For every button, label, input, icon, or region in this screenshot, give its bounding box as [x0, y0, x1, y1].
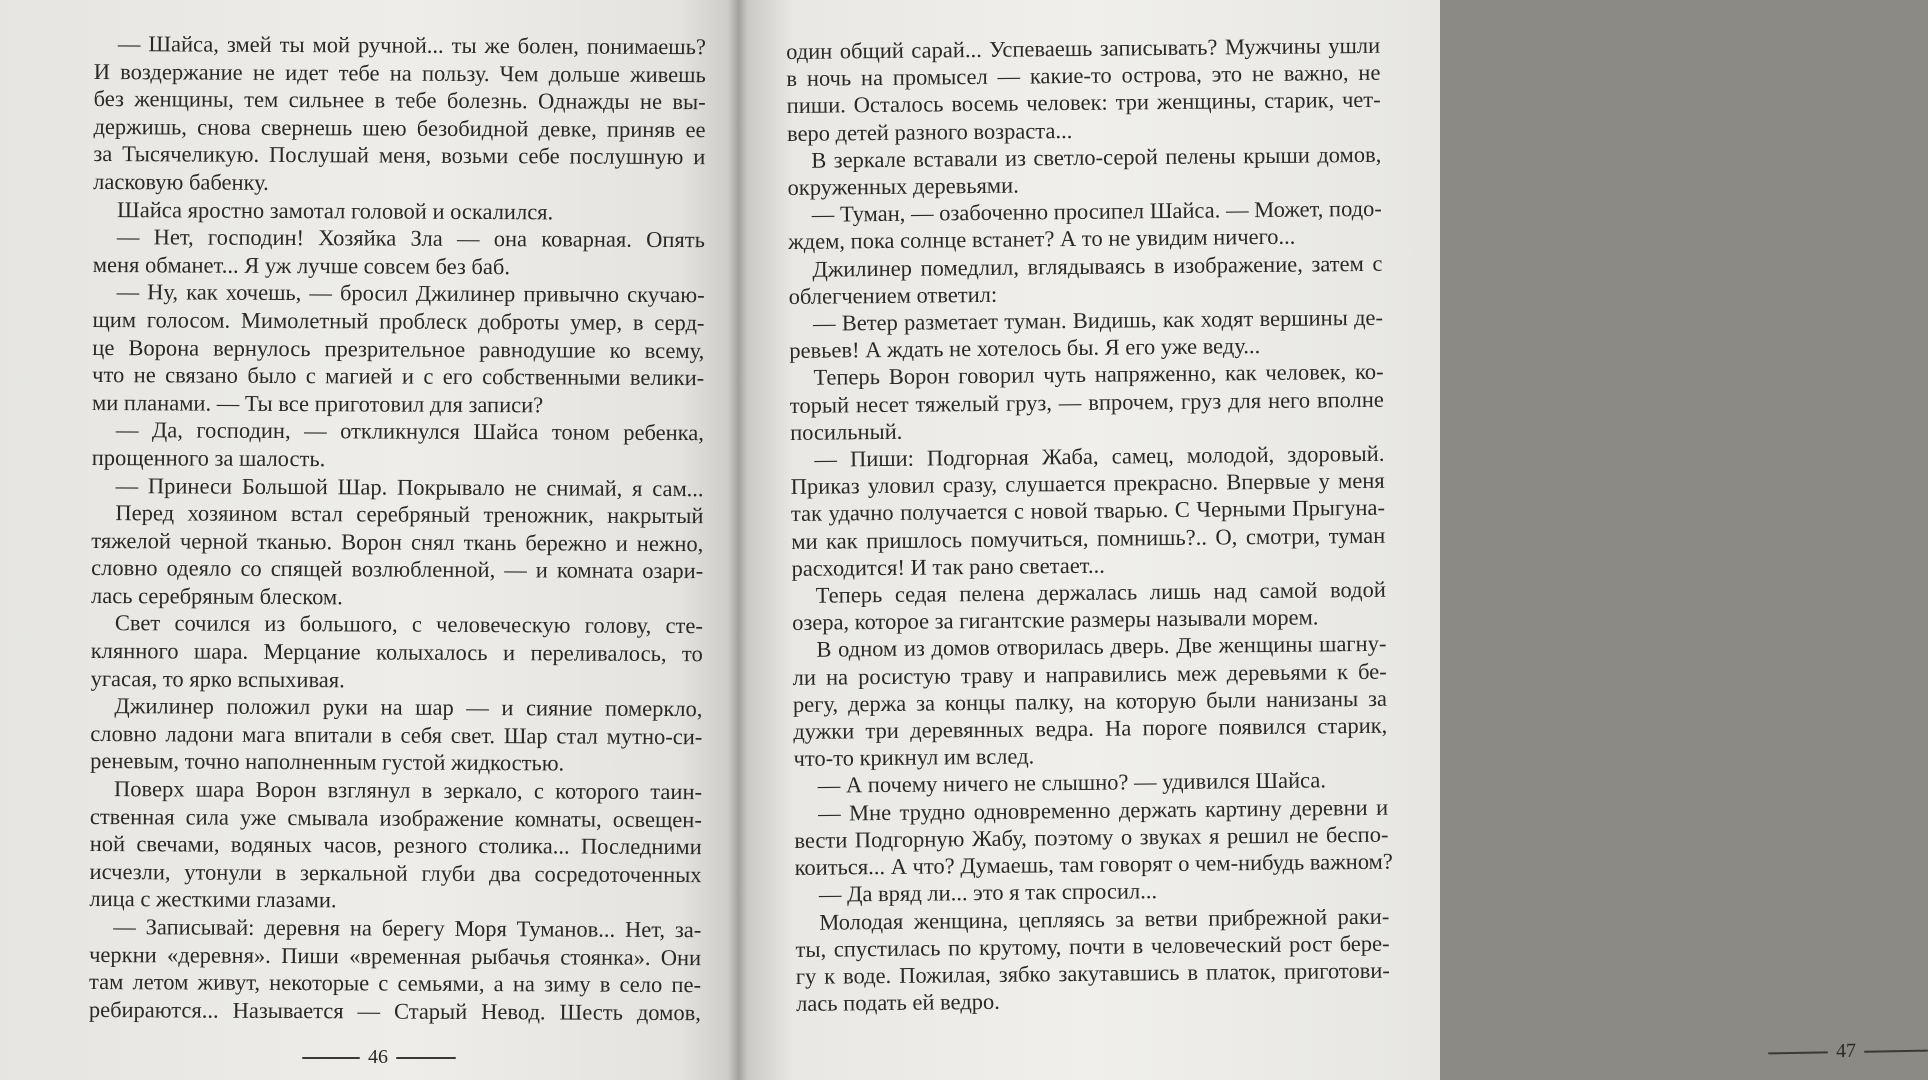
text-line: за Тысячеликую. Послушай меня, возьми себе послушную и: [93, 141, 706, 170]
text-line: Шайса яростно замотал головой и оскалился.: [116, 196, 554, 224]
folio-ornament: [1768, 1051, 1828, 1054]
text-line: Свет сочился из большого, с человеческую голову, сте-: [114, 610, 703, 639]
text-line: — Записывай: деревня на берегу Моря Туманов... Нет, за-: [113, 914, 702, 943]
text-line: — Пиши: Подгорная Жаба, самец, молодой, здоровый.: [814, 440, 1385, 472]
text-line: ласковую бабенку.: [93, 168, 269, 195]
text-line: черкни «деревня». Пиши «временная рыбачья стоянка». Они: [89, 941, 702, 970]
text-line: це Ворона вернулось презрительное равнодушие ко всему,: [92, 334, 705, 363]
text-line: В одном из домов отворилась дверь. Две женщины шагну-: [816, 631, 1387, 663]
text-line: облегчением ответил:: [788, 281, 998, 309]
text-line: ты, спустилась по крутому, почти в человеческий рост бере-: [795, 930, 1390, 962]
text-line: один общий сарай... Успеваешь записывать? Мужчины ушли: [786, 32, 1381, 64]
book-gutter: [728, 0, 748, 1080]
text-line: щим голосом. Мимолетный проблеск доброты умер, в серд-: [92, 306, 705, 336]
text-line: там летом живут, некоторые с семьями, а на зиму в село пе-: [88, 969, 702, 998]
left-page-text: [89, 30, 706, 1027]
text-line: словно одеяло со спящей возлюбленной, — и комната озари-: [91, 555, 704, 584]
text-line: ственная сила уже смывала изображение комнаты, освещен-: [89, 803, 702, 832]
text-line: что-то крикнул им вслед.: [793, 743, 1035, 772]
text-line: Молодая женщина, цепляясь за ветви прибрежной раки-: [819, 903, 1390, 935]
folio-ornament: [1864, 1049, 1928, 1052]
folio-ornament: [396, 1057, 456, 1059]
text-line: дужки три деревянных ведра. На пороге появился старик,: [793, 712, 1388, 745]
text-line: посильный.: [789, 418, 903, 445]
left-page: [0, 0, 738, 1080]
text-line: Теперь Ворон говорил чуть напряженно, как человек, ко-: [813, 359, 1384, 391]
text-line: — А почему ничего не слышно? — удивился Шайса.: [817, 767, 1327, 799]
text-line: прощенного за шалость.: [91, 444, 326, 472]
text-line: вести Подгорную Жабу, поэтому о звуках я решил не беспо-: [794, 821, 1389, 853]
text-line: ждем, пока солнце встанет? А то не увидим ничего...: [788, 224, 1296, 255]
text-line: Джилинер положил руки на шар — и сияние померкло,: [114, 693, 703, 722]
text-line: ребираются... Называется — Старый Невод. Шесть домов,: [88, 996, 701, 1025]
text-line: тяжелой черной тканью. Ворон снял ткань бережно и нежно,: [91, 527, 704, 556]
text-line: регу, держа за концы палку, на которую были нанизаны за: [792, 685, 1388, 717]
text-line: Перед хозяином встал серебряный треножник, накрытый: [115, 500, 704, 529]
text-line: словно ладони мага впитали в себя свет. Шар стал мутно-си-: [90, 720, 703, 750]
text-line: гу к воде. Пожилая, зябко закутавшись в платок, приготови-: [795, 957, 1390, 989]
text-line: Приказ уловил сразу, слушается прекрасно. Впервые у меня: [790, 468, 1385, 500]
text-line: веро детей разного возраста...: [786, 117, 1073, 146]
text-line: исчезли, утонули в зеркальной глуби два сосредоточенных: [89, 858, 702, 888]
text-line: что не связано было с магией и с его собственными велики-: [92, 362, 705, 391]
text-line: И воздержание не идет тебе на пользу. Чем дольше живешь: [93, 58, 706, 87]
folio-ornament: [302, 1057, 360, 1059]
right-page: [738, 0, 1857, 1080]
text-line: реневым, точно наполненным густой жидкостью.: [90, 748, 565, 776]
text-line: — Принеси Большой Шар. Покрывало не снимай, я сам...: [115, 472, 704, 501]
text-line: — Шайса, змей ты мой ручной... ты же болен, понимаешь?: [117, 31, 706, 60]
text-line: Теперь седая пелена держалась лишь над самой водой: [815, 576, 1386, 608]
text-line: меня обманет... Я уж лучше совсем без баб.: [92, 251, 511, 279]
text-line: — Нет, господин! Хозяйка Зла — она коварная. Опять: [116, 224, 705, 253]
text-line: Поверх шара Ворон взглянул в зеркало, с которого таин-: [113, 776, 703, 805]
page-number-left: [302, 1046, 456, 1069]
text-line: ли на росистую траву и направились меж деревьями к бе-: [792, 658, 1387, 690]
text-line: — Ветер разметает туман. Видишь, как ходят вершины де-: [812, 304, 1384, 336]
text-line: лась подать ей ведро.: [795, 988, 1000, 1017]
text-line: пиши. Осталось восемь человек: три женщины, старик, чет-: [786, 87, 1381, 119]
text-line: лась серебряным блеском.: [90, 582, 343, 610]
text-line: держишь, снова свернешь шею безобидной девке, приняв ее: [93, 113, 706, 142]
text-line: лица с жесткими глазами.: [89, 886, 337, 913]
text-line: в ночь на промысел — какие-то острова, это не важно, не: [786, 59, 1381, 92]
text-line: торый несет тяжелый груз, — впрочем, груз для него вполне: [789, 386, 1384, 418]
text-line: В зеркале вставали из светло-серой пелены крыши домов,: [811, 141, 1382, 173]
text-line: клянного шара. Мерцание колыхалось и переливалось, то: [90, 638, 703, 667]
text-line: так удачно получается с новой тварью. С Черными Прыгуна-: [790, 495, 1386, 527]
text-line: расходится! И так рано светает...: [791, 552, 1105, 581]
text-line: — Туман, — озабоченно просипел Шайса. — Может, подо-: [811, 195, 1382, 227]
text-line: ной свечами, водяных часов, резного столика... Последними: [89, 831, 702, 860]
text-line: ревьев! А ждать не хотелось бы. Я его уже веду...: [789, 333, 1261, 364]
text-line: коиться... А что? Думаешь, там говорят о чем-нибудь важном?: [794, 848, 1393, 881]
text-line: — Ну, как хочешь, — бросил Джилинер привычно скучаю-: [116, 279, 705, 308]
page-number-right: [1768, 1039, 1928, 1065]
text-line: окруженных деревьями.: [787, 172, 1019, 201]
text-line: угасая, то ярко вспыхивая.: [90, 665, 345, 692]
text-line: — Да, господин, — откликнулся Шайса тоном ребенка,: [115, 417, 704, 446]
page-number-text: 46: [368, 1046, 388, 1068]
text-line: ми планами. — Ты все приготовил для записи?: [91, 389, 544, 418]
text-line: — Мне трудно одновременно держать картину деревни и: [817, 794, 1389, 826]
right-page-text: [786, 32, 1393, 1017]
text-line: ми как пришлось помучиться, помнишь?.. О, смотри, туман: [791, 522, 1386, 554]
page-number-text: 47: [1835, 1039, 1857, 1063]
text-line: без женщины, тем сильнее в тебе болезнь. Однажды не вы-: [93, 86, 706, 115]
text-line: Джилинер помедлил, вглядываясь в изображение, затем с: [812, 250, 1383, 282]
text-line: — Да вряд ли... это я так спросил...: [818, 878, 1158, 907]
text-line: озера, которое за гигантские размеры называли морем.: [791, 604, 1319, 636]
